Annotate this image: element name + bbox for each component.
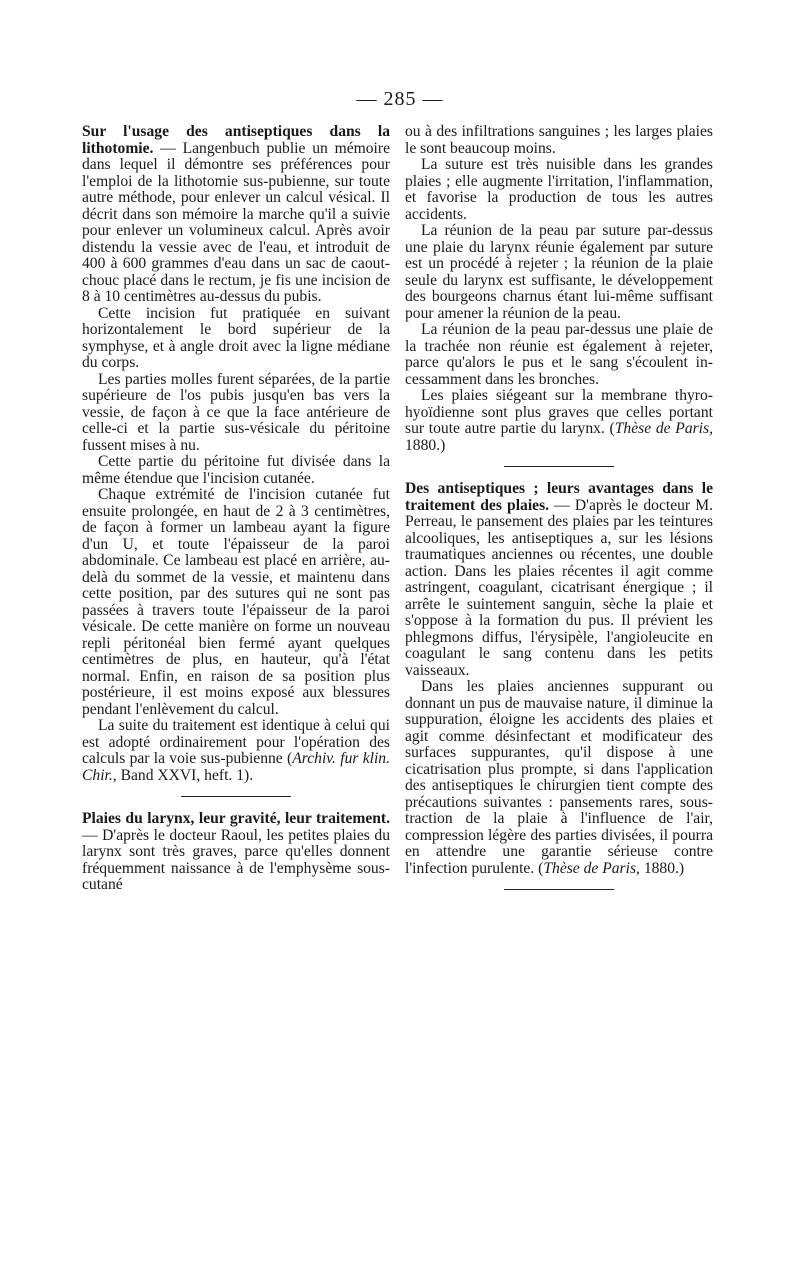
article-paragraph: Cette partie du péritoine fut divisée dans la même étendue que l'incision cutanée. (82, 453, 390, 487)
article-heading-lithotomie: Sur l'usage des antiseptiques dans la lithotomie. (82, 123, 390, 157)
article-text: , 1880.) (405, 420, 713, 454)
article-text: , Band XXVI, heft. 1). (112, 766, 254, 784)
article-text: — Langenbuch publie un mémoire dans lequel il démontre ses préférences pour l'emploi de la lithotomie sus-pubienne, sur toute autre méthode, pour enlever un calcul vésical. Il décrit dans son mémoire la marche qu'il a suivie pour enlever un volumineux calcul. Après avoir distendu la vessie avec de l'eau, et introduit de 400 à 600 grammes d'eau dans un sac de caoutchouc placé dans le rectum, je fis une incision de 8 à 10 centimètres au-dessus du pubis. (82, 139, 390, 305)
article-paragraph: La réunion de la peau par-dessus une plaie de la trachée non réunie est également à rejeter, parce qu'alors le pus et le sang s'écoulent incessamment dans les bronches. (405, 321, 713, 388)
citation-source: Thèse de Paris (614, 420, 710, 437)
article-heading-antiseptiques: Des antiseptiques ; leurs avantages dans le traitement des plaies. (405, 480, 713, 514)
article-paragraph-citation (405, 388, 713, 454)
article-text: — D'après le docteur Raoul, les petites plaies du larynx sont très graves, parce qu'elles donnent fréquemment naissance à de l'emphysème sous-cutané (82, 826, 390, 893)
article-paragraph-citation (405, 679, 713, 877)
article-paragraph: La réunion de la peau par suture par-dessus une plaie du larynx réunie également par suture est un procédé à rejeter ; la réunion de la plaie seule du larynx est suffisante, le développement des bourgeons charnus étant lui-même suffisant pour amener la réunion de la peau. (405, 222, 713, 322)
section-divider (504, 466, 614, 467)
article-lithotomie-intro (82, 124, 390, 306)
article-larynx-intro (82, 811, 390, 894)
section-divider (504, 889, 614, 890)
article-paragraph: Cette incision fut pratiquée en suivant horizontalement le bord supérieur de la symphyse, et à angle droit avec la ligne médiane du corps. (82, 304, 390, 371)
article-text: Dans les plaies anciennes suppurant ou donnant un pus de mauvaise nature, il diminue la suppuration, éloigne les accidents des plaies et agit comme désinfectant et modificateur des surfaces suppurantes, qu'il dispose à une cicatrisation plus prompte, si dans l'application des antiseptiques le chirurgien tient compte des précautions suivantes : pansements rares, soustraction de la plaie à l'influence de l'air, compression légère des parties divisées, il pourra en attendre une garantie sérieuse contre l'infection purulente. ( (405, 678, 713, 877)
left-column (82, 124, 390, 894)
citation-source: Thèse de Paris (543, 859, 637, 877)
right-column (405, 124, 713, 904)
article-text: Les plaies siégeant sur la membrane thyro-hyoïdienne sont plus graves que celles portant sur toute autre partie du larynx. ( (405, 387, 713, 437)
article-text: La suite du traitement est identique à celui qui est adopté ordinairement pour l'opération des calculs par la voie sus-pubienne ( (82, 717, 390, 767)
article-text: — D'après le docteur M. Perreau, le pansement des plaies par les teintures alcooliques, les antiseptiques a, sur les lésions traumatiques anciennes ou récentes, une double action. Dans les plaies récentes il agit comme astringent, coagulant, cicatrisant énergique ; il arrête le suintement sanguin, sèche la plaie et s'oppose à la formation du pus. Il prévient les phlegmons diffus, l'érysipèle, l'angioleucite en coagulant le sang contenu dans les petits vaisseaux. (405, 496, 713, 679)
article-antiseptiques-intro (405, 481, 713, 679)
article-paragraph: ou à des infiltrations sanguines ; les larges plaies le sont beaucoup moins. (405, 123, 713, 157)
article-paragraph: Chaque extrémité de l'incision cutanée fut ensuite prolongée, en haut de 2 à 3 centimètres, de façon à former un lambeau ayant la figure d'un U, et toute l'épaisseur de la paroi abdominale. Ce lambeau est placé en arrière, au-delà du sommet de la vessie, et maintenu dans cette position, par des sutures qui ne sont pas passées à travers toute l'épaisseur de la paroi vésicale. De cette manière on forme un nouveau repli péritonéal bien fermé ayant quelques centimètres de plus, en hauteur, qu'à l'état normal. Enfin, en raison de sa position plus postérieure, il est moins exposé aux blessures pendant l'enlèvement du calcul. (82, 486, 390, 718)
article-paragraph-citation (82, 718, 390, 784)
article-text: , 1880.) (636, 859, 685, 877)
article-paragraph: La suture est très nuisible dans les grandes plaies ; elle augmente l'irritation, l'inflammation, et favorise la production de tous les autres accidents. (405, 156, 713, 223)
page-number: — 285 — (356, 88, 444, 110)
article-heading-larynx: Plaies du larynx, leur gravité, leur traitement. (82, 810, 390, 827)
article-paragraph: Les parties molles furent séparées, de la partie supérieure de l'os pubis jusqu'en bas vers la vessie, de façon à ce que la face antérieure de celle-ci et la partie sus-vésicale du péritoine fussent mises à nu. (82, 370, 390, 454)
citation-source: Archiv. fur klin. Chir. (82, 750, 390, 784)
section-divider (181, 796, 291, 797)
